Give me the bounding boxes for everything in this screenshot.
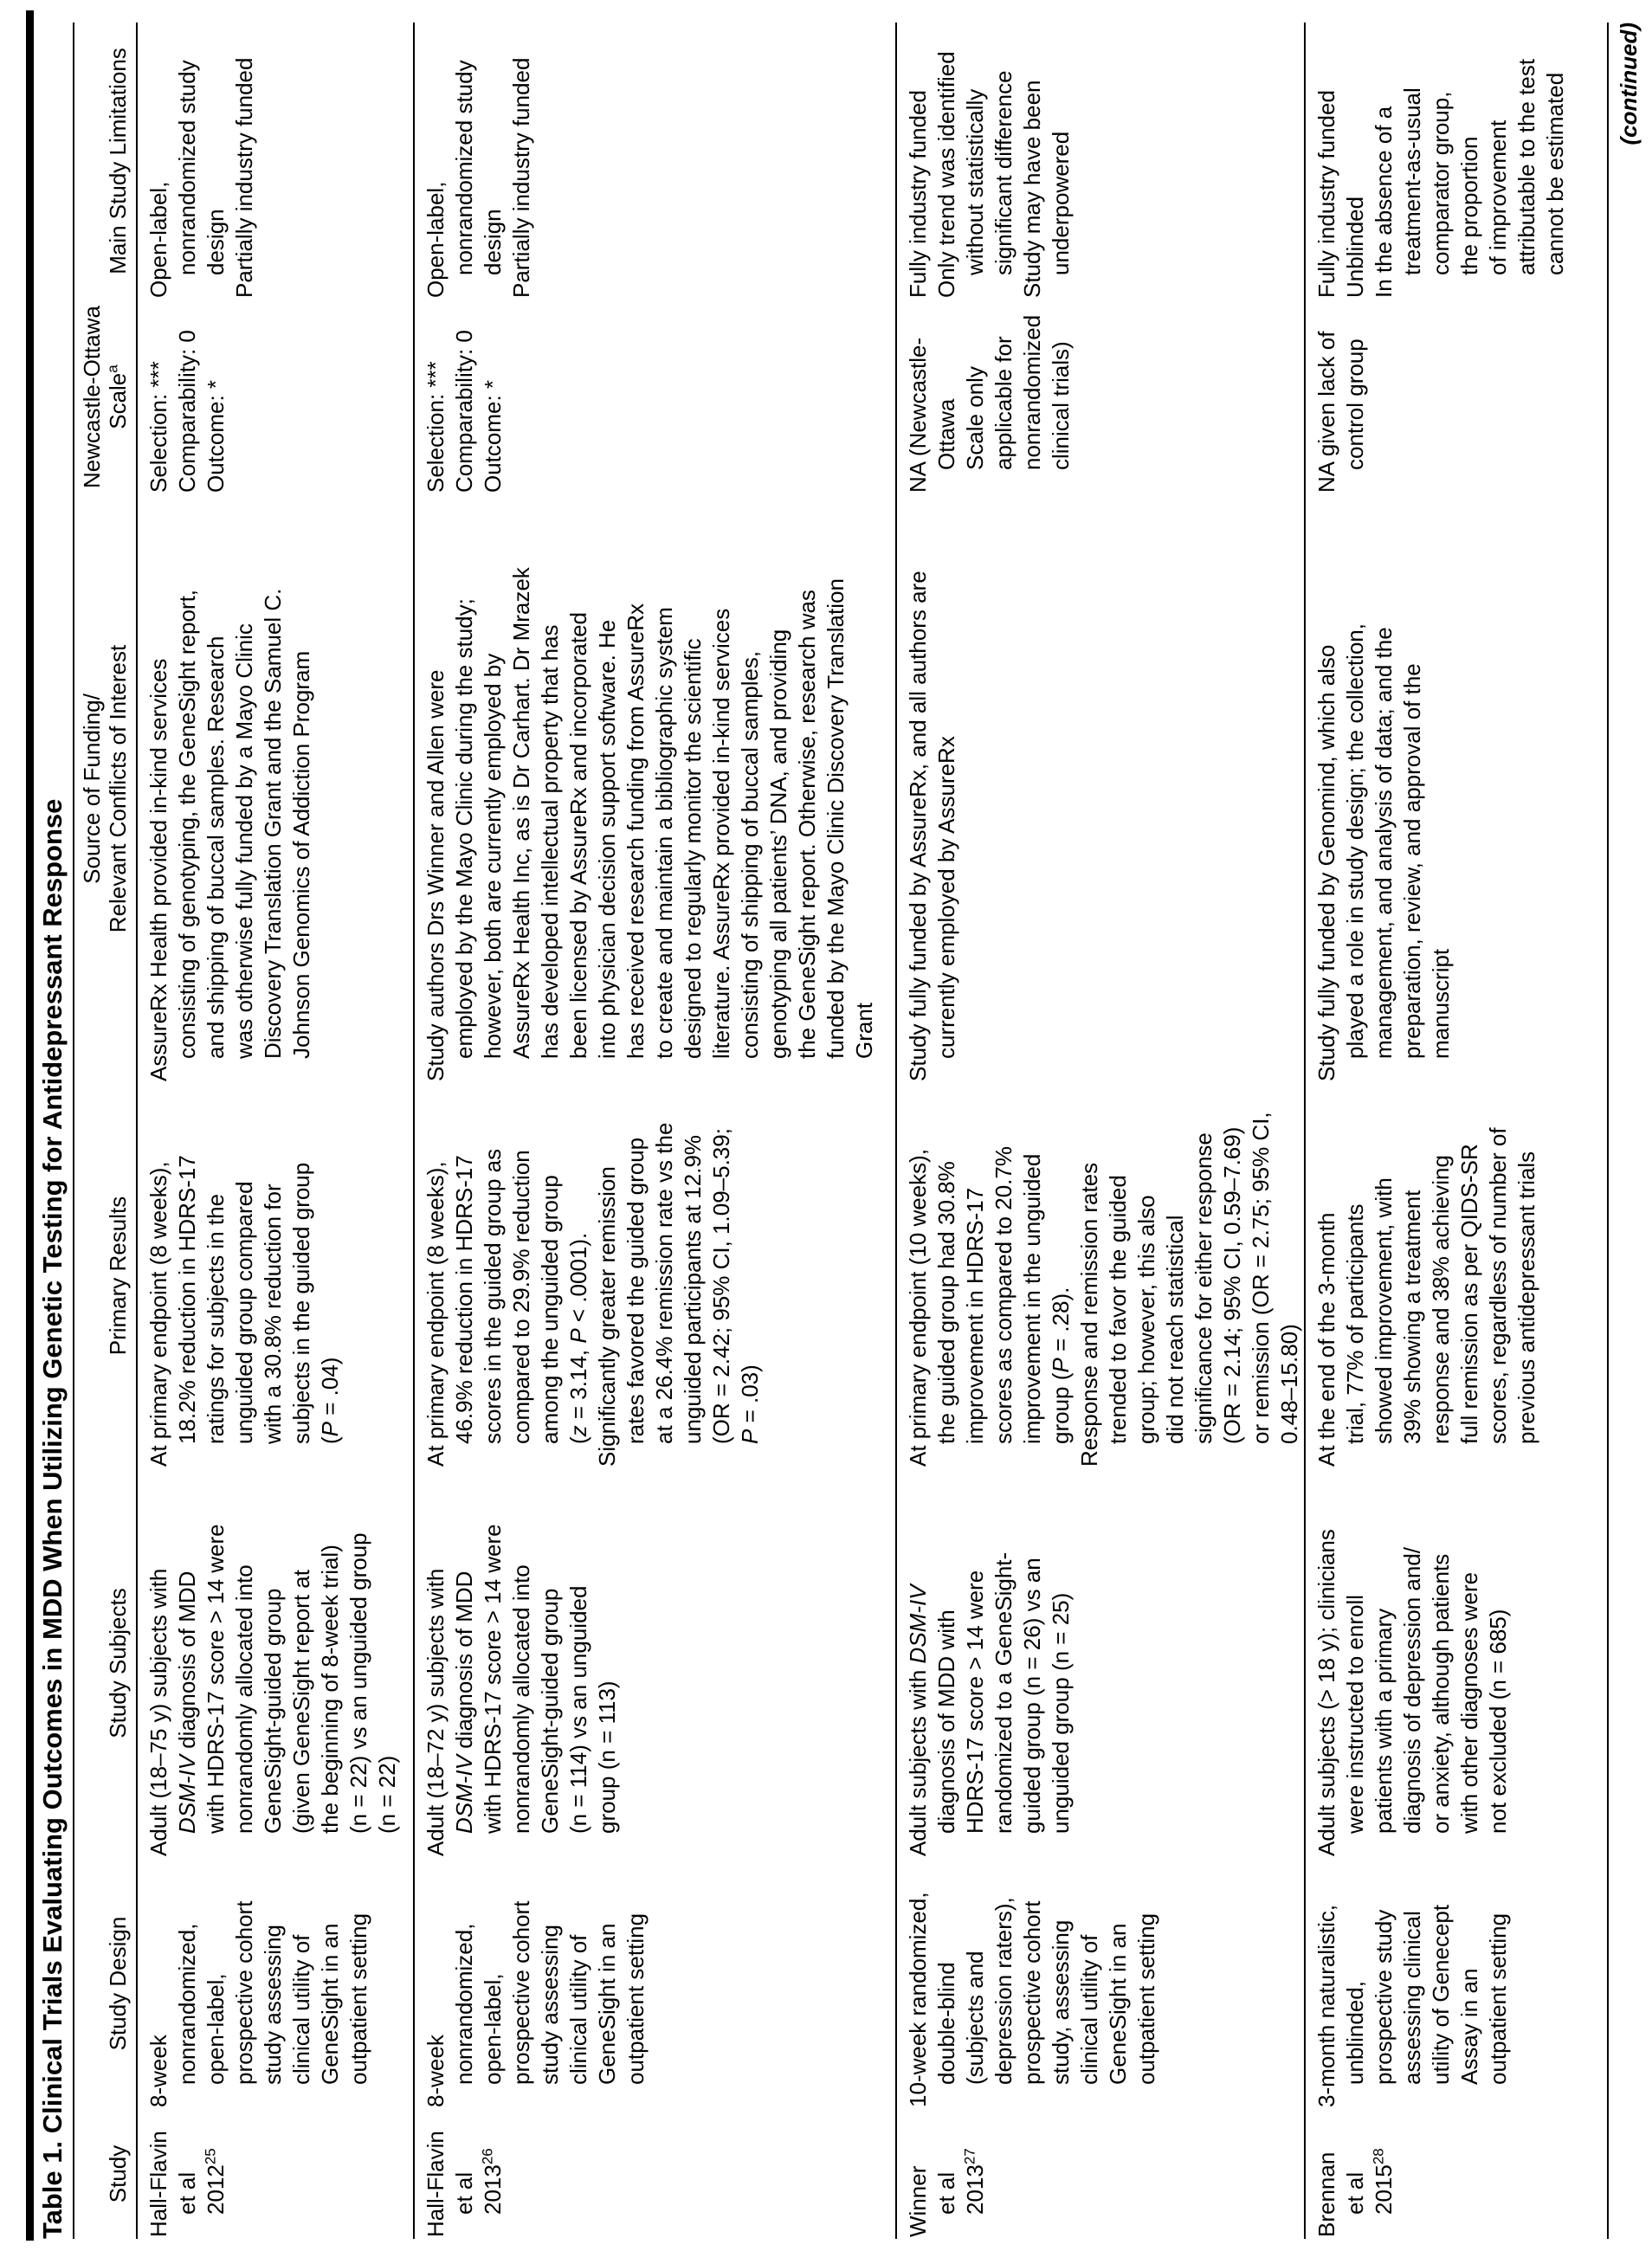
table-title: Table 1. Clinical Trials Evaluating Outcomes in MDD When Utilizing Genetic Testing for Antidepressant Response <box>37 798 68 2239</box>
table-row-hall-flavin-2012 <box>137 23 414 2239</box>
cell-study-row2: Hall-Flavin et al 2013$^{26}$ <box>414 2109 896 2239</box>
header-primary-results: Primary Results <box>74 1083 137 1468</box>
cell-study-row4: Brennan et al 2015$^{28}$ <box>1305 2109 1608 2239</box>
cell-subjects-row4: Adult subjects (> 18 y); clinicians were instructed to enroll patients with a primary diagnosis of depression and/ or anxiety, although patients with other diagnoses were not excluded (n = 685) <box>1305 1468 1608 1858</box>
table-row-hall-flavin-2013 <box>414 23 896 2239</box>
cell-design-row4: 3-month naturalistic, unblinded, prospective study assessing clinical utility of Genecept Assay in an outpatient setting <box>1305 1858 1608 2109</box>
header-main-study-limitations: Main Study Limitations <box>74 23 137 300</box>
cell-results-row2: At primary endpoint (8 weeks), 46.9% reduction in HDRS-17 scores in the guided group as compared to 29.9% reduction among the unguided group (z = 3.14, P < .0001). Significantly greater remission rates favored the guided group at a 26.4% remission rate vs the unguided participants at 12.9% (OR = 2.42; 95% CI, 1.09–5.39; P = .03) <box>414 1083 896 1468</box>
table-top-rule <box>26 10 34 2241</box>
cell-study-row3: Winner et al 2013$^{27}$ <box>896 2109 1305 2239</box>
cell-nos-row2: Selection: *** Comparability: 0 Outcome: * <box>414 300 896 494</box>
header-study-subjects: Study Subjects <box>74 1468 137 1858</box>
table-row-winner-2013 <box>896 23 1305 2239</box>
header-study: Study <box>74 2109 137 2239</box>
header-study-design: Study Design <box>74 1858 137 2109</box>
cell-results-row1: At primary endpoint (8 weeks), 18.2% reduction in HDRS-17 ratings for subjects in the unguided group compared with a 30.8% reduction for subjects in the guided group (P = .04) <box>137 1083 414 1468</box>
cell-nos-row4: NA given lack of control group <box>1305 300 1608 494</box>
cell-limitations-row1: Open-label, nonrandomized study design Partially industry funded <box>137 23 414 300</box>
cell-nos-row1: Selection: *** Comparability: 0 Outcome: * <box>137 300 414 494</box>
cell-funding-row1: AssureRx Health provided in-kind services consisting of genotyping, the GeneSight report, and shipping of buccal samples. Research was otherwise fully funded by a Mayo Clinic Discovery Translation Grant and the Samuel C. Johnson Genomics of Addiction Program <box>137 494 414 1083</box>
cell-funding-row4: Study fully funded by Genomind, which also played a role in study design; the collection, management, and analysis of data; and the preparation, review, and approval of the manuscript <box>1305 494 1608 1083</box>
cell-design-row2: 8-week nonrandomized, open-label, prospective cohort study assessing clinical utility of GeneSight in an outpatient setting <box>414 1858 896 2109</box>
cell-limitations-row4: Fully industry funded Unblinded In the absence of a treatment-as-usual comparator group, the proportion of improvement attributable to the test cannot be estimated <box>1305 23 1608 300</box>
cell-results-row4: At the end of the 3-month trial, 77% of participants showed improvement, with 39% showing a treatment response and 38% achieving full remission as per QIDS-SR scores, regardless of number of previous antidepressant trials <box>1305 1083 1608 1468</box>
cell-limitations-row3: Fully industry funded Only trend was identified without statistically significant difference Study may have been underpowered <box>896 23 1305 300</box>
cell-study-row1: Hall-Flavin et al 2012$^{25}$ <box>137 2109 414 2239</box>
table-header-row <box>74 23 137 2239</box>
cell-subjects-row3: Adult subjects with DSM-IV diagnosis of MDD with HDRS-17 score > 14 were randomized to a GeneSight- guided group (n = 26) vs an unguided group (n = 25) <box>896 1468 1305 1858</box>
cell-design-row3: 10-week randomized, double-blind (subjects and depression raters), prospective cohort study, assessing clinical utility of GeneSight in an outpatient setting <box>896 1858 1305 2109</box>
continued-marker: (continued) <box>1616 23 1642 145</box>
cell-funding-row3: Study fully funded by AssureRx, and all authors are currently employed by AssureRx <box>896 494 1305 1083</box>
header-newcastle-ottawa-scale: Newcastle-Ottawa Scale$^a$ <box>74 300 137 494</box>
header-funding-conflicts: Source of Funding/ Relevant Conflicts of Interest <box>74 494 137 1083</box>
cell-funding-row2: Study authors Drs Winner and Allen were employed by the Mayo Clinic during the study; however, both are currently employed by AssureRx Health Inc, as is Dr Carhart. Dr Mrazek has developed intellectual property that has been licensed by AssureRx and incorporated into physician decision support software. He has received research funding from AssureRx to create and maintain a bibliographic system designed to regularly monitor the scientific literature. AssureRx provided in-kind services consisting of shipping of buccal samples, genotyping all patients’ DNA, and providing the GeneSight report. Otherwise, research was funded by the Mayo Clinic Discovery Translation Grant <box>414 494 896 1083</box>
cell-results-row3: At primary endpoint (10 weeks), the guided group had 30.8% improvement in HDRS-17 scores as compared to 20.7% improvement in the unguided group (P = .28). Response and remission rates trended to favor the guided group; however, this also did not reach statistical significance for either response (OR = 2.14; 95% CI, 0.59–7.69) or remission (OR = 2.75; 95% CI, 0.48–15.80) <box>896 1083 1305 1468</box>
clinical-trials-table <box>73 23 1609 2239</box>
cell-design-row1: 8-week nonrandomized, open-label, prospective cohort study assessing clinical utility of GeneSight in an outpatient setting <box>137 1858 414 2109</box>
cell-nos-row3: NA (Newcastle- Ottawa Scale only applicable for nonrandomized clinical trials) <box>896 300 1305 494</box>
cell-limitations-row2: Open-label, nonrandomized study design Partially industry funded <box>414 23 896 300</box>
cell-subjects-row1: Adult (18–75 y) subjects with DSM-IV diagnosis of MDD with HDRS-17 score > 14 were nonrandomly allocated into GeneSight-guided group (given GeneSight report at the beginning of 8-week trial) (n = 22) vs an unguided group (n = 22) <box>137 1468 414 1858</box>
table-row-brennan-2015 <box>1305 23 1608 2239</box>
cell-subjects-row2: Adult (18–72 y) subjects with DSM-IV diagnosis of MDD with HDRS-17 score > 14 were nonrandomly allocated into GeneSight-guided group (n = 114) vs an unguided group (n = 113) <box>414 1468 896 1858</box>
